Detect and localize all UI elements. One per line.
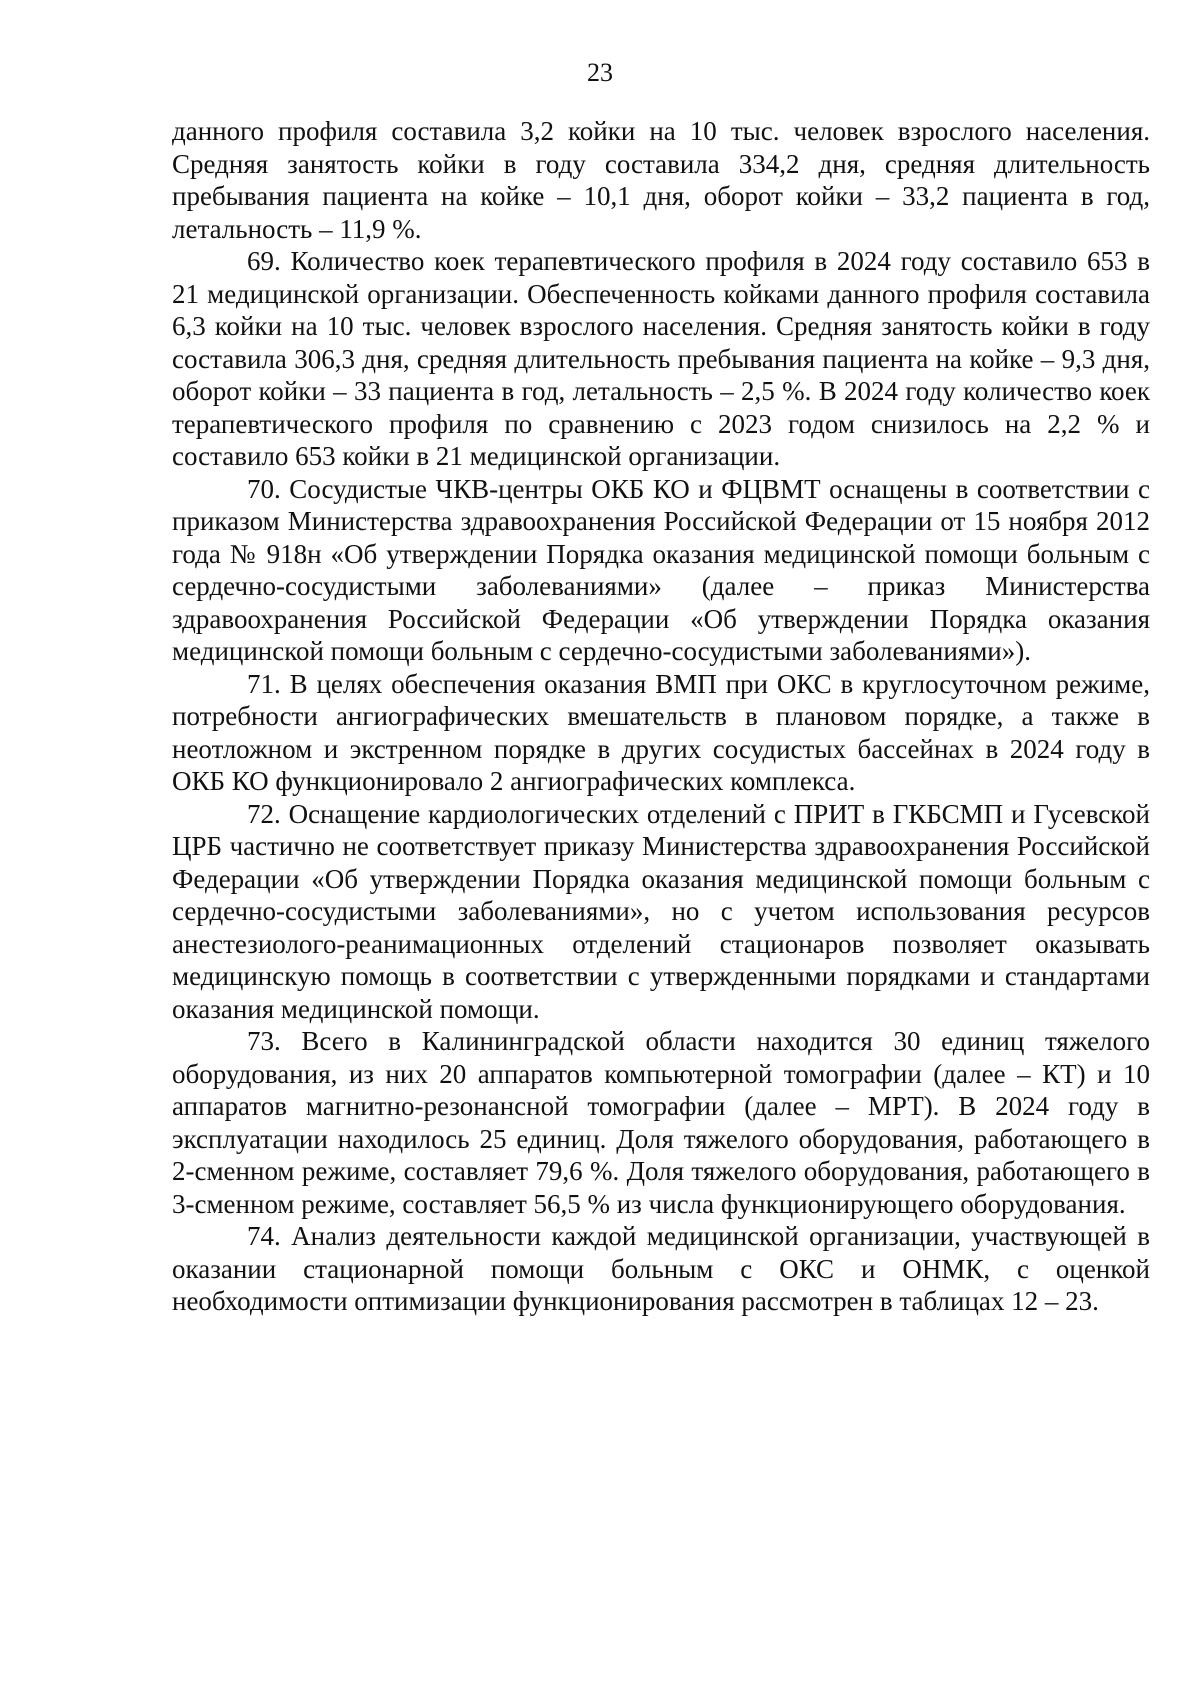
paragraph-continuation: данного профиля составила 3,2 койки на 10 тыс. человек взрослого населения. Средняя занятость койки в году составила 334,2 дня, средняя длительность пребывания пациента на койке – 10,1 дня, оборот койки – 33,2 пациента в год, летальность – 11,9 %. — [172, 116, 1150, 244]
paragraph-73: 73. Всего в Калининградской области находится 30 единиц тяжелого оборудования, из них 20 аппаратов компьютерной томографии (далее – КТ) и 10 аппаратов магнитно-резонансной томографии (далее – МРТ). В 2024 году в эксплуатации находилось 25 единиц. Доля тяжелого оборудования, работающего в 2-сменном режиме, составляет 79,6 %. Доля тяжелого оборудования, работающего в 3-сменном режиме, составляет 56,5 % из числа функционирующего оборудования. — [172, 1026, 1150, 1219]
paragraph-71: 71. В целях обеспечения оказания ВМП при ОКС в круглосуточном режиме, потребности ангиографических вмешательств в плановом порядке, а также в неотложном и экстренном порядке в других сосудистых бассейнах в 2024 году в ОКБ КО функционировало 2 ангиографических комплекса. — [172, 668, 1150, 796]
paragraph-74: 74. Анализ деятельности каждой медицинской организации, участвующей в оказании стационарной помощи больным с ОКС и ОНМК, с оценкой необходимости оптимизации функционирования рассмотрен в таблицах 12 – 23. — [172, 1221, 1150, 1316]
page-number: 23 — [587, 58, 613, 87]
document-body — [172, 115, 1150, 1318]
paragraph-70: 70. Сосудистые ЧКВ-центры ОКБ КО и ФЦВМТ оснащены в соответствии с приказом Министерства здравоохранения Российской Федерации от 15 ноября 2012 года № 918н «Об утверждении Порядка оказания медицинской помощи больным с сердечно-сосудистыми заболеваниями» (далее – приказ Министерства здравоохранения Российской Федерации «Об утверждении Порядка оказания медицинской помощи больным с сердечно-сосудистыми заболеваниями»). — [172, 473, 1150, 666]
paragraph-72: 72. Оснащение кардиологических отделений с ПРИТ в ГКБСМП и Гусевской ЦРБ частично не соответствует приказу Министерства здравоохранения Российской Федерации «Об утверждении Порядка оказания медицинской помощи больным с сердечно-сосудистыми заболеваниями», но с учетом использования ресурсов анестезиолого-реанимационных отделений стационаров позволяет оказывать медицинскую помощь в соответствии с утвержденными порядками и стандартами оказания медицинской помощи. — [172, 798, 1150, 1024]
paragraph-69: 69. Количество коек терапевтического профиля в 2024 году составило 653 в 21 медицинской организации. Обеспеченность койками данного профиля составила 6,3 койки на 10 тыс. человек взрослого населения. Средняя занятость койки в году составила 306,3 дня, средняя длительность пребывания пациента на койке – 9,3 дня, оборот койки – 33 пациента в год, летальность – 2,5 %. В 2024 году количество коек терапевтического профиля по сравнению с 2023 годом снизилось на 2,2 % и составило 653 койки в 21 медицинской организации. — [172, 246, 1150, 471]
